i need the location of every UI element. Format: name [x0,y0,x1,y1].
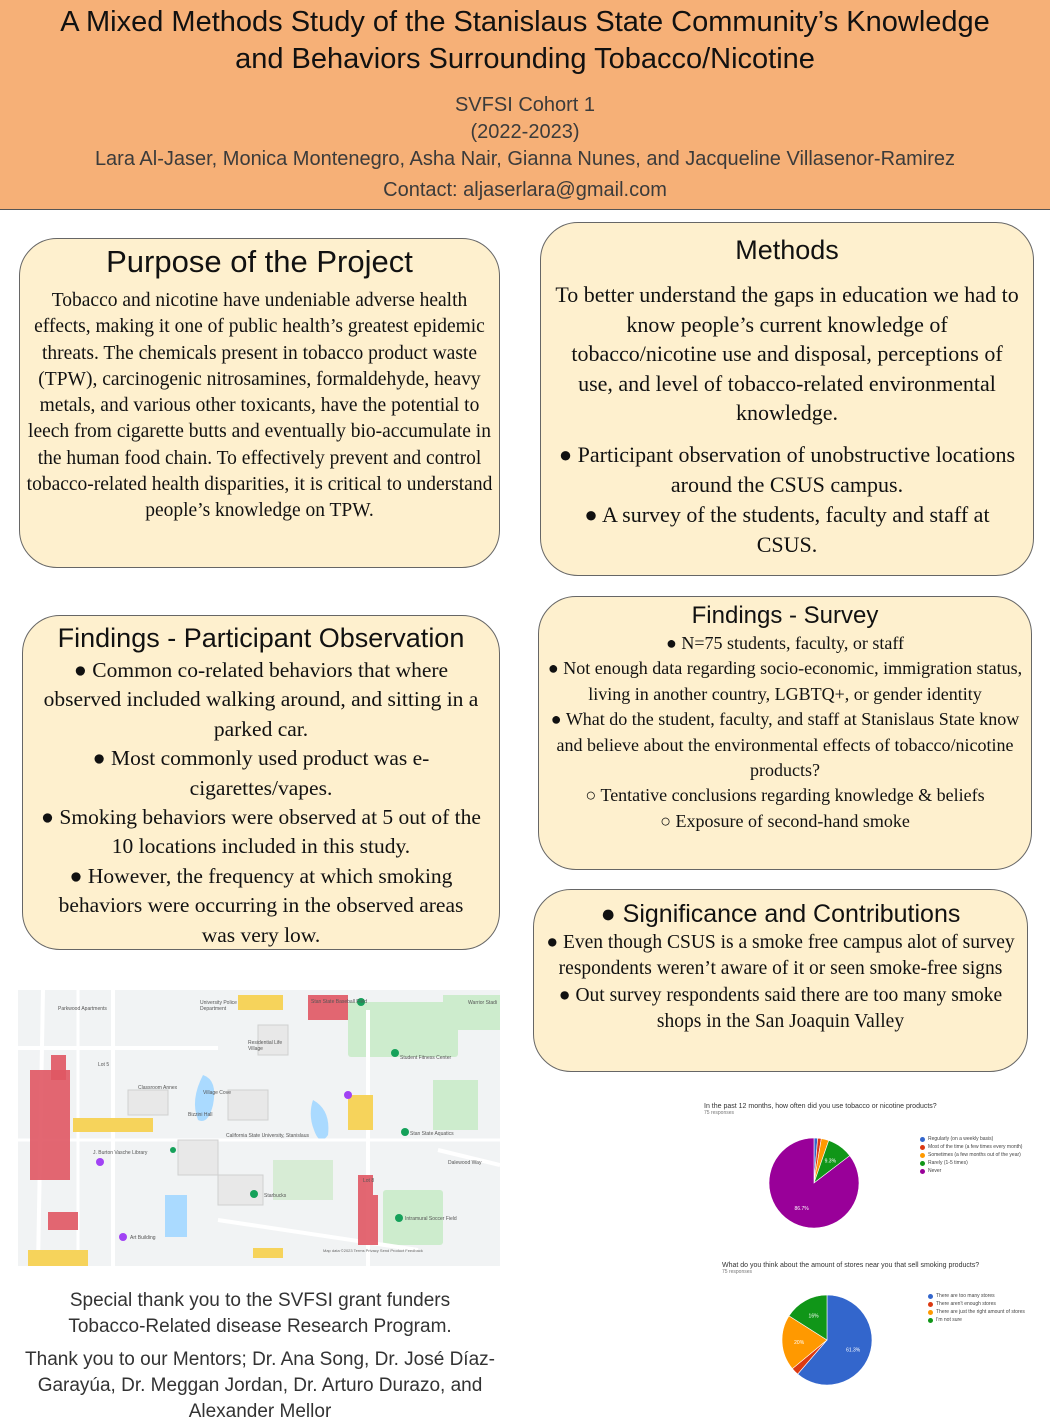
map-label: Parkwood Apartments [58,1006,107,1012]
legend-item [920,1136,1030,1142]
purpose-body: Tobacco and nicotine have undeniable adverse health effects, making it one of public health’s greatest epidemic threats. The chemicals present in tobacco product waste (TPW), carcinogenic nitrosamines, formaldehyde, heavy metals, and various other toxicants, have the potential to leech from cigarette butts and eventually bio-accumulate in the human food chain. To effectively prevent and control tobacco-related health disparities, it is critical to understand people’s knowledge on TPW. [26,290,493,522]
legend-swatch [920,1145,925,1150]
survey-bullet: ● N=75 students, faculty, or staff [666,633,904,653]
map-label: Intramural Soccer Field [405,1216,457,1222]
significance-bullet: ● Out survey respondents said there are too many smoke shops in the San Joaquin Valley [558,984,1003,1032]
legend-label: Rarely (1-5 times) [928,1160,968,1166]
map-label: Stan State Baseball Field [311,999,368,1005]
chart-legend [928,1293,1040,1325]
campus-map-graphic [18,990,500,1266]
legend-item [928,1293,1040,1299]
methods-bullet: ● Participant observation of unobstructive locations around the CSUS campus. [558,441,1016,497]
survey-title: Findings - Survey [691,602,879,629]
legend-item [928,1309,1040,1315]
pie-chart-store-amount [722,1262,1042,1392]
map-label: Lot 8 [363,1178,375,1184]
legend-swatch [920,1137,925,1142]
map-label: Stan State Aquatics [410,1131,454,1137]
legend-item [920,1160,1030,1166]
legend-swatch [928,1310,933,1315]
map-label: Classroom Annex [138,1085,178,1091]
legend-label: There aren't enough stores [936,1301,996,1307]
pie-data-label: 61.3% [846,1347,861,1354]
observation-bullet: ● Smoking behaviors were observed at 5 out of the 10 locations included in this study. [41,805,481,859]
thanks-funders: Special thank you to the SVFSI grant funders Tobacco-Related disease Research Program. [68,1290,452,1337]
purpose-box [19,238,500,568]
survey-bullet: ● What do the student, faculty, and staff at Stanislaus State know and believe about the environmental effects of tobacco/nicotine products? [550,709,1020,781]
survey-bullet: ● Not enough data regarding socio-economic, immigration status, living in another country, LGBTQ+, or gender identity [547,658,1023,704]
chart-subtitle: 75 responses [722,1269,753,1275]
map-label: Bizzini Hall [188,1112,213,1118]
legend-swatch [920,1153,925,1158]
cohort-label: SVFSI Cohort 1 [454,94,596,116]
legend-label: Never [928,1168,942,1174]
contact-label: Contact: aljaserlara@gmail.com [383,179,667,201]
map-label: Student Fitness Center [400,1055,452,1061]
significance-bullet: ● Even though CSUS is a smoke free campus alot of survey respondents weren’t aware of it or seen smoke-free signs [546,932,1015,980]
legend-item [920,1144,1030,1150]
significance-box [533,889,1028,1072]
map-label: Residential Life Village [248,1040,283,1052]
survey-bullet: ○ Exposure of second-hand smoke [660,810,910,831]
methods-body: To better understand the gaps in education we had to know people’s current knowledge of tobacco/nicotine use and disposal, perceptions of use, and level of tobacco-related environmental knowledge. [555,282,1019,425]
purpose-title: Purpose of the Project [106,244,413,279]
map-label: Art Building [130,1235,156,1241]
years-label: (2022-2023) [470,121,580,143]
poster-title-line1: A Mixed Methods Study of the Stanislaus State Community’s Knowledge [60,6,990,38]
legend-label: There are just the right amount of stores [936,1309,1025,1315]
observation-bullet: ● Most commonly used product was e-cigarettes/vapes. [92,746,430,800]
map-label: Warrior Stadi [468,1000,497,1006]
legend-swatch [928,1318,933,1323]
observation-bullet: ● However, the frequency at which smoking behaviors were occurring in the observed areas was very low. [58,863,464,947]
legend-label: Sometimes (a few months out of the year) [928,1152,1021,1158]
legend-swatch [920,1161,925,1166]
legend-item [920,1168,1030,1174]
legend-swatch [920,1169,925,1174]
chart-title: What do you think about the amount of stores near you that sell smoking products? [722,1262,980,1269]
legend-item [920,1152,1030,1158]
map-label: Lot 5 [98,1062,110,1068]
authors-label: Lara Al-Jaser, Monica Montenegro, Asha Nair, Gianna Nunes, and Jacqueline Villasenor-Ramirez [94,148,956,170]
poster-title [0,4,1050,78]
legend-label: Most of the time (a few times every month) [928,1144,1023,1150]
legend-swatch [928,1302,933,1307]
pie-data-label: 20% [794,1339,805,1346]
pie-data-label: 86.7% [794,1206,809,1213]
methods-bullet: ● A survey of the students, faculty and staff at CSUS. [584,501,990,557]
poster-header [0,0,1050,210]
survey-box [538,596,1032,870]
campus-map[interactable] [18,990,500,1266]
pie-chart-tobacco-use [704,1103,1040,1233]
legend-item [928,1317,1040,1323]
map-attribution: Map data ©2023 Terms Privacy Send Product Feedback [323,1248,423,1253]
methods-title: Methods [735,235,839,265]
observation-bullet: ● Common co-related behaviors that where observed included walking around, and sitting in a parked car. [43,658,479,741]
map-label: California State University, Stanislaus [226,1133,309,1139]
poster-title-line2: and Behaviors Surrounding Tobacco/Nicotine [235,43,815,75]
observation-box [22,615,500,950]
legend-swatch [928,1294,933,1299]
observation-bullets [31,656,491,950]
significance-title: ● Significance and Contributions [600,900,961,928]
map-label: Starbucks [264,1193,287,1199]
thanks-mentors: Thank you to our Mentors; Dr. Ana Song, Dr. José Díaz-Garayúa, Dr. Meggan Jordan, Dr. Arturo Durazo, and Alexander Mellor [25,1349,495,1422]
survey-bullet: ○ Tentative conclusions regarding knowledge & beliefs [585,785,985,806]
observation-title: Findings - Participant Observation [57,623,465,653]
map-label: Dalewood Way [448,1160,482,1166]
pie-chart-svg [764,1133,864,1233]
legend-label: There are too many stores [936,1293,995,1299]
chart-legend [920,1136,1030,1176]
legend-item [928,1301,1040,1307]
pie-chart-svg [777,1290,877,1390]
pie-data-label: 9.3% [824,1158,837,1165]
pie-data-label: 16% [808,1313,819,1320]
legend-label: I'm not sure [936,1317,962,1323]
significance-bullets [542,930,1019,1035]
methods-box [540,222,1034,576]
chart-title: In the past 12 months, how often did you use tobacco or nicotine products? [704,1103,937,1110]
legend-label: Regularly (on a weekly basis) [928,1136,994,1142]
methods-bullets [555,440,1019,560]
map-label: Village Cove [203,1090,231,1096]
map-label: J. Burton Vasche Library [93,1150,148,1156]
chart-subtitle: 75 responses [704,1110,735,1116]
map-label: University Police Department [200,1000,237,1012]
survey-bullets [547,631,1023,834]
